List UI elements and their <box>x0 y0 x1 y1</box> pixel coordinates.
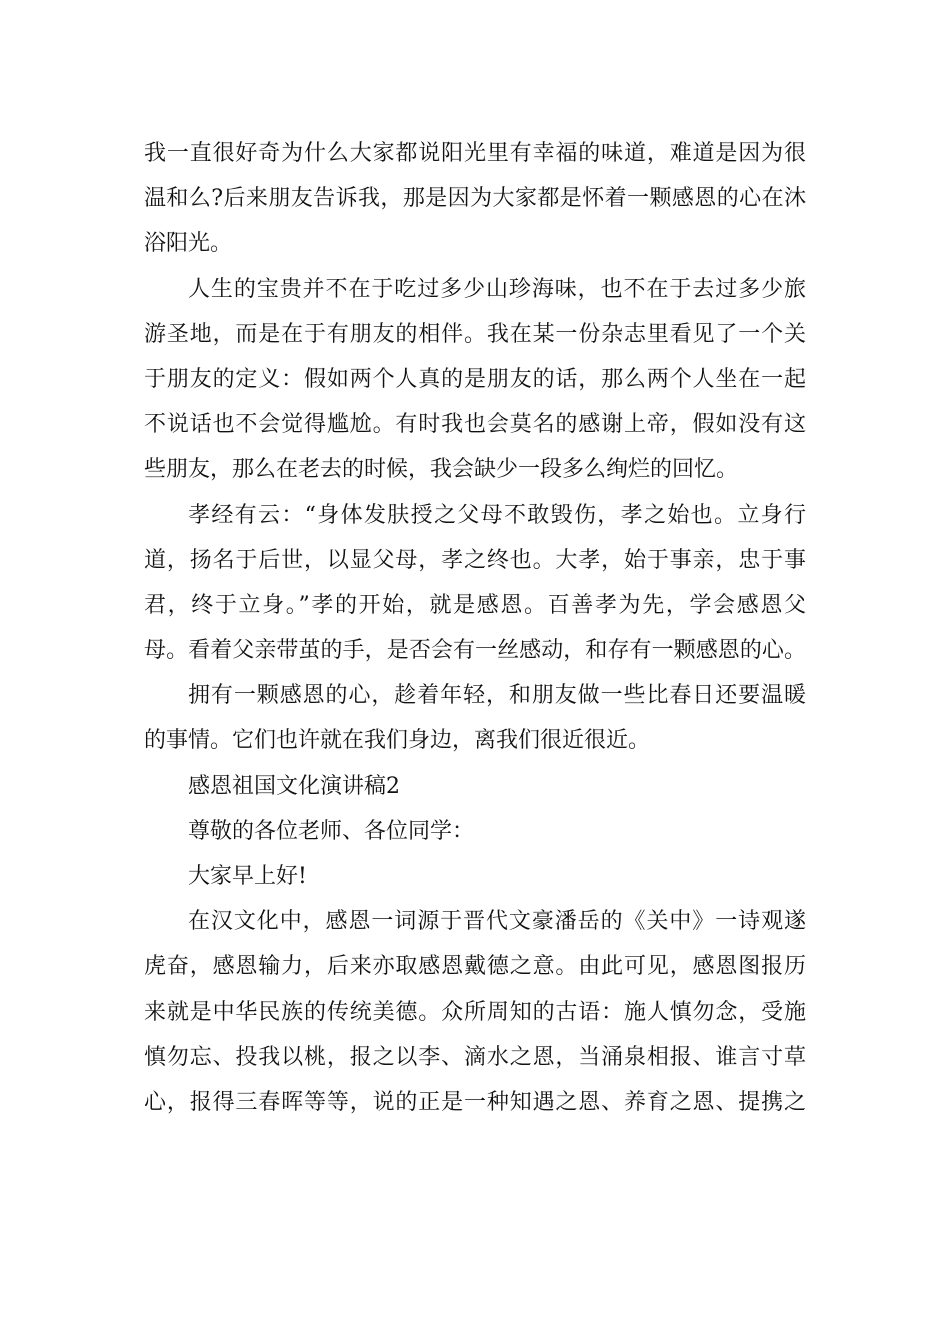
text-line: 游圣地，而是在于有朋友的相伴。我在某一份杂志里看见了一个关 <box>144 321 806 347</box>
paragraph <box>144 267 806 493</box>
text-line: 温和么?后来朋友告诉我，那是因为大家都是怀着一颗感恩的心在沐 <box>144 186 806 212</box>
text-line: 的事情。它们也许就在我们身边，离我们很近很近。 <box>144 728 651 754</box>
text-line: 在汉文化中，感恩一词源于晋代文豪潘岳的《关中》一诗观遂 <box>188 909 806 935</box>
text-line: 些朋友，那么在老去的时候，我会缺少一段多么绚烂的回忆。 <box>144 457 739 483</box>
text-line: 孝经有云：“身体发肤授之父母不敢毁伤，孝之始也。立身行 <box>188 502 806 528</box>
greeting <box>144 854 806 899</box>
text-line: 拥有一颗感恩的心，趁着年轻，和朋友做一些比春日还要温暖 <box>188 683 806 709</box>
text-line: 大家早上好! <box>188 864 307 889</box>
text-line: 虎奋，感恩输力，后来亦取感恩戴德之意。由此可见，感恩图报历 <box>144 954 806 980</box>
section-title <box>144 764 806 809</box>
text-line: 君，终于立身。”孝的开始，就是感恩。百善孝为先，学会感恩父 <box>144 592 806 618</box>
text-line: 浴阳光。 <box>144 231 233 257</box>
text-line: 不说话也不会觉得尴尬。有时我也会莫名的感谢上帝，假如没有这 <box>144 412 806 438</box>
text-line: 来就是中华民族的传统美德。众所周知的古语：施人慎勿念，受施 <box>144 999 806 1025</box>
text-line: 人生的宝贵并不在于吃过多少山珍海味，也不在于去过多少旅 <box>188 276 806 302</box>
document-body <box>144 131 806 1125</box>
salutation <box>144 809 806 854</box>
paragraph <box>144 673 806 763</box>
paragraph <box>144 493 806 674</box>
text-line: 道，扬名于后世，以显父母，孝之终也。大孝，始于事亲，忠于事 <box>144 547 806 573</box>
paragraph <box>144 131 806 267</box>
text-line: 母。看着父亲带茧的手，是否会有一丝感动，和存有一颗感恩的心。 <box>144 638 806 664</box>
text-line: 于朋友的定义：假如两个人真的是朋友的话，那么两个人坐在一起 <box>144 366 806 392</box>
paragraph <box>144 899 806 1125</box>
text-line: 心，报得三春晖等等，说的正是一种知遇之恩、养育之恩、提携之 <box>144 1089 806 1115</box>
text-line: 慎勿忘、投我以桃，报之以李、滴水之恩，当涌泉相报、谁言寸草 <box>144 1044 806 1070</box>
text-line: 感恩祖国文化演讲稿2 <box>188 773 400 799</box>
text-line: 尊敬的各位老师、各位同学： <box>188 818 475 844</box>
text-line: 我一直很好奇为什么大家都说阳光里有幸福的味道，难道是因为很 <box>144 141 806 166</box>
